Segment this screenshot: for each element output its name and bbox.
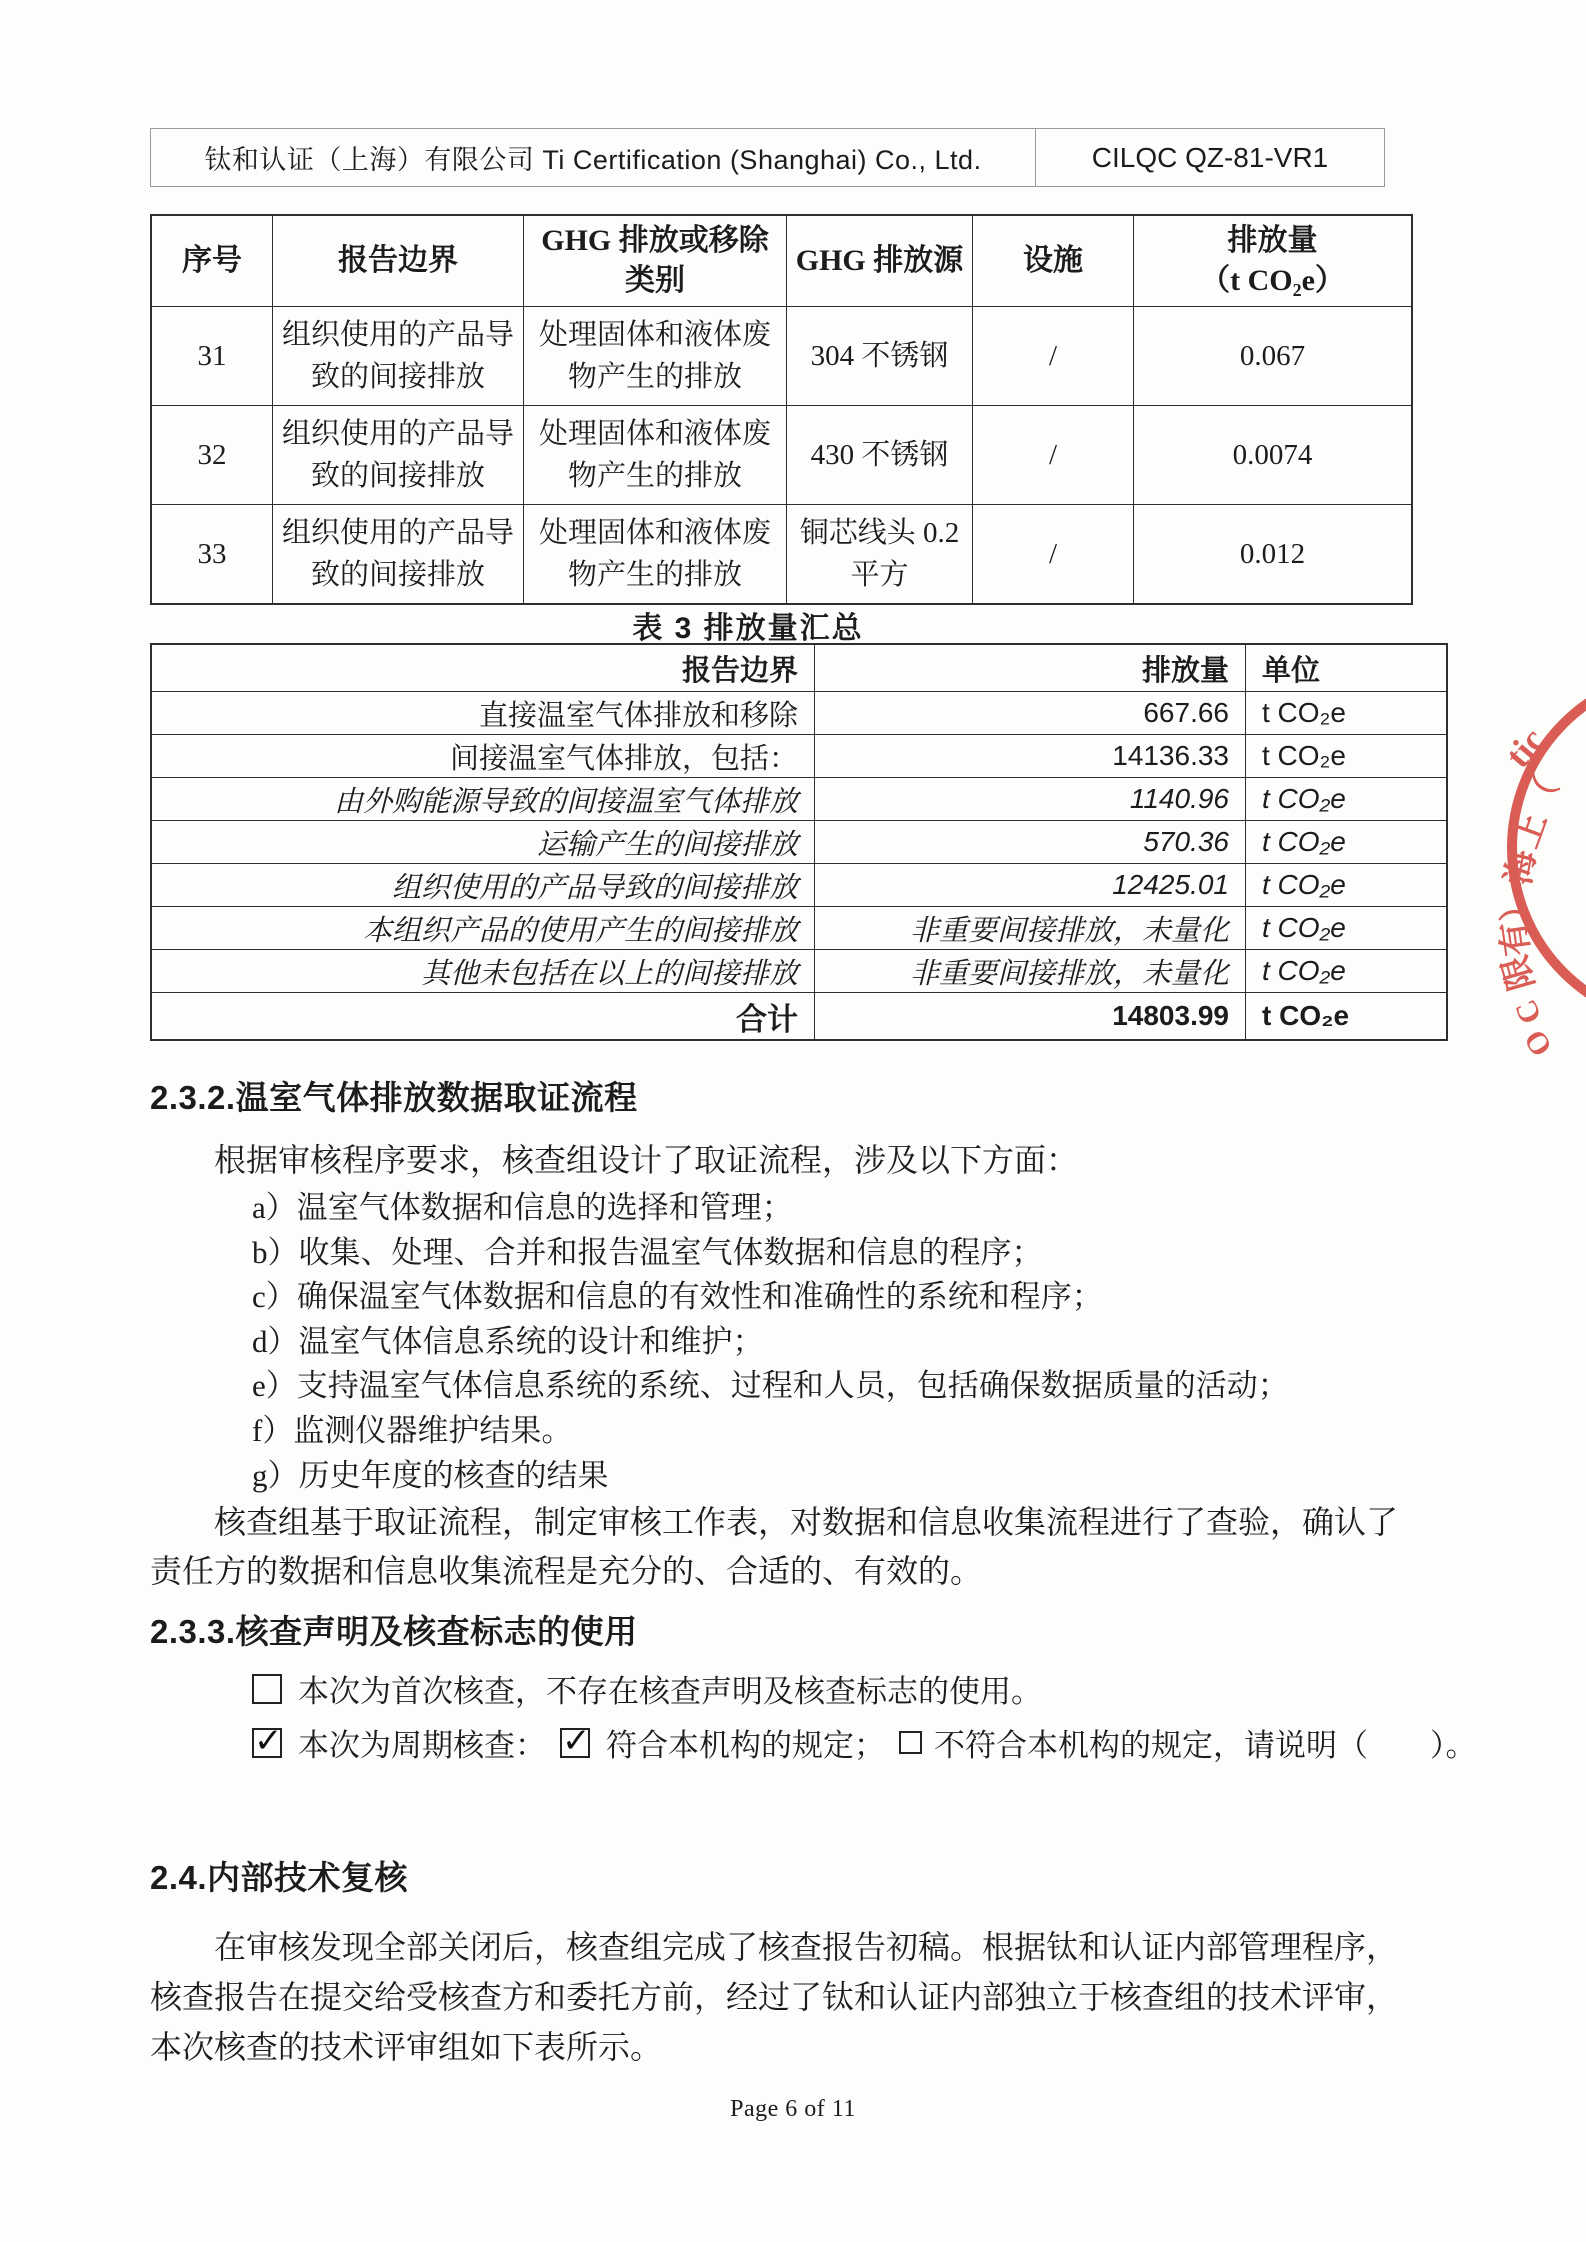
- company-name: 钛和认证（上海）有限公司 Ti Certification (Shanghai) Co., Ltd.: [204, 145, 982, 175]
- doc-code: CILQC QZ-81-VR1: [1035, 129, 1384, 186]
- paragraph-line: 本次核查的技术评审组如下表所示。: [150, 2029, 663, 2065]
- col-header-amount-line2: （t CO₂e）: [1200, 264, 1345, 297]
- paragraph-line: 在审核发现全部关闭后，核查组完成了核查报告初稿。根据钛和认证内部管理程序，: [214, 1929, 1399, 1965]
- cell-amount: 非重要间接排放，未量化: [815, 950, 1246, 993]
- cell-unit: t CO₂e: [1246, 950, 1448, 993]
- list-item: b）收集、处理、合并和报告温室气体数据和信息的程序；: [252, 1234, 1043, 1270]
- section-232-items: [252, 1186, 1442, 1498]
- section-24-paragraph: [150, 1922, 1440, 2072]
- checkbox-checked-icon: [252, 1728, 282, 1758]
- checkbox-unchecked-icon: [252, 1674, 282, 1704]
- section-232-intro: 根据审核程序要求，核查组设计了取证流程，涉及以下方面：: [214, 1142, 1079, 1178]
- table-row: [151, 864, 1447, 907]
- cell-category: 处理固体和液体废物产生的排放: [524, 307, 787, 406]
- cell-amount: 0.067: [1134, 307, 1413, 406]
- table-row: [151, 735, 1447, 778]
- cell-source: 304 不锈钢: [787, 307, 973, 406]
- cell-boundary: 组织使用的产品导致的间接排放: [151, 864, 815, 907]
- seal-text-fragment: ）: [1499, 889, 1535, 922]
- cell-facility: /: [973, 406, 1134, 505]
- cell-amount: 12425.01: [815, 864, 1246, 907]
- cell-boundary: 间接温室气体排放，包括：: [151, 735, 815, 778]
- col-header-facility: 设施: [973, 215, 1134, 307]
- emissions-detail-table: [150, 214, 1413, 605]
- company-seal-stamp: [1436, 652, 1586, 1064]
- seal-text-fragment: C: [1507, 994, 1549, 1030]
- cell-unit: t CO₂e: [1246, 692, 1448, 735]
- checkbox-unchecked-icon: [899, 1731, 922, 1754]
- table-row: [151, 307, 1412, 406]
- col-header-category: GHG 排放或移除类别: [524, 215, 787, 307]
- list-item: d）温室气体信息系统的设计和维护；: [252, 1323, 764, 1359]
- cell-source: 铜芯线头 0.2 平方: [787, 505, 973, 605]
- table-row: [151, 406, 1412, 505]
- summary-table-header-row: [151, 644, 1447, 692]
- cell-boundary: 组织使用的产品导致的间接排放: [273, 307, 524, 406]
- cell-unit: t CO₂e: [1246, 993, 1448, 1041]
- cell-unit: t CO₂e: [1246, 864, 1448, 907]
- page-number: Page 6 of 11: [730, 2096, 856, 2122]
- cell-category: 处理固体和液体废物产生的排放: [524, 505, 787, 605]
- col-header-unit: 单位: [1246, 644, 1448, 692]
- cell-facility: /: [973, 307, 1134, 406]
- summary-table-title: 表 3 排放量汇总: [632, 612, 864, 645]
- table-row-total: [151, 993, 1447, 1041]
- option-label: 符合本机构的规定；: [606, 1728, 885, 1763]
- seal-text-fragment: （: [1517, 771, 1566, 818]
- cell-amount: 非重要间接排放，未量化: [815, 907, 1246, 950]
- seal-text-fragment: 限: [1496, 951, 1542, 994]
- cell-no: 31: [151, 307, 273, 406]
- verification-option-first: [252, 1666, 1542, 1711]
- cell-source: 430 不锈钢: [787, 406, 973, 505]
- table-row: [151, 692, 1447, 735]
- cell-facility: /: [973, 505, 1134, 605]
- option-label: 不符合本机构的规定，请说明（ ）。: [934, 1728, 1477, 1763]
- cell-amount: 0.012: [1134, 505, 1413, 605]
- seal-text-fragment: 海: [1500, 847, 1543, 888]
- document-header: [150, 128, 1385, 187]
- cell-unit: t CO₂e: [1246, 778, 1448, 821]
- table-row: [151, 778, 1447, 821]
- cell-amount: 14803.99: [815, 993, 1246, 1041]
- cell-boundary: 组织使用的产品导致的间接排放: [273, 505, 524, 605]
- cell-boundary: 本组织产品的使用产生的间接排放: [151, 907, 815, 950]
- seal-text-fragment: tic: [1497, 720, 1553, 776]
- list-item: c）确保温室气体数据和信息的有效性和准确性的系统和程序；: [252, 1279, 1103, 1315]
- checkbox-checked-icon: [560, 1728, 590, 1758]
- col-header-amount: 排放量: [815, 644, 1246, 692]
- table-row: [151, 907, 1447, 950]
- table-row: [151, 950, 1447, 993]
- seal-text-fragment: O: [1516, 1023, 1559, 1063]
- emissions-summary-table: [150, 643, 1448, 1041]
- paragraph-line: 核查报告在提交给受核查方和委托方前，经过了钛和认证内部独立于核查组的技术评审，: [150, 1979, 1399, 2015]
- list-item: g）历史年度的核查的结果: [252, 1457, 609, 1493]
- list-item: e）支持温室气体信息系统的系统、过程和人员，包括确保数据质量的活动；: [252, 1368, 1289, 1404]
- col-header-source: GHG 排放源: [787, 215, 973, 307]
- cell-unit: t CO₂e: [1246, 821, 1448, 864]
- cell-unit: t CO₂e: [1246, 907, 1448, 950]
- cell-amount: 667.66: [815, 692, 1246, 735]
- option-label: 本次为首次核查，不存在核查声明及核查标志的使用。: [298, 1674, 1042, 1709]
- col-header-no: 序号: [151, 215, 273, 307]
- cell-amount: 570.36: [815, 821, 1246, 864]
- list-item: f）监测仪器维护结果。: [252, 1412, 573, 1448]
- cell-boundary: 合计: [151, 993, 815, 1041]
- paragraph-line: 核查组基于取证流程，制定审核工作表，对数据和信息收集流程进行了查验，确认了: [214, 1504, 1399, 1540]
- section-heading-233: 2.3.3.核查声明及核查标志的使用: [150, 1613, 638, 1650]
- section-heading-232: 2.3.2.温室气体排放数据取证流程: [150, 1079, 638, 1116]
- cell-no: 33: [151, 505, 273, 605]
- cell-boundary: 组织使用的产品导致的间接排放: [273, 406, 524, 505]
- cell-no: 32: [151, 406, 273, 505]
- cell-boundary: 直接温室气体排放和移除: [151, 692, 815, 735]
- cell-boundary: 运输产生的间接排放: [151, 821, 815, 864]
- cell-amount: 14136.33: [815, 735, 1246, 778]
- paragraph-line: 责任方的数据和信息收集流程是充分的、合适的、有效的。: [150, 1553, 983, 1589]
- cell-boundary: 由外购能源导致的间接温室气体排放: [151, 778, 815, 821]
- list-item: a）温室气体数据和信息的选择和管理；: [252, 1190, 793, 1225]
- verification-option-periodic: [252, 1720, 1542, 1765]
- col-header-amount-line1: 排放量: [1227, 223, 1318, 257]
- cell-category: 处理固体和液体废物产生的排放: [524, 406, 787, 505]
- option-label: 本次为周期核查：: [298, 1728, 546, 1763]
- table-row: [151, 821, 1447, 864]
- seal-text-fragment: 上: [1507, 808, 1555, 853]
- cell-amount: 1140.96: [815, 778, 1246, 821]
- cell-amount: 0.0074: [1134, 406, 1413, 505]
- table-row: [151, 505, 1412, 605]
- section-232-closing: [150, 1498, 1440, 1596]
- col-header-amount: [1134, 215, 1413, 307]
- detail-table-header-row: [151, 215, 1412, 307]
- cell-unit: t CO₂e: [1246, 735, 1448, 778]
- cell-boundary: 其他未包括在以上的间接排放: [151, 950, 815, 993]
- section-heading-24: 2.4.内部技术复核: [150, 1859, 409, 1896]
- col-header-boundary: 报告边界: [273, 215, 524, 307]
- col-header-boundary: 报告边界: [151, 644, 815, 692]
- seal-text-fragment: 有: [1495, 919, 1537, 959]
